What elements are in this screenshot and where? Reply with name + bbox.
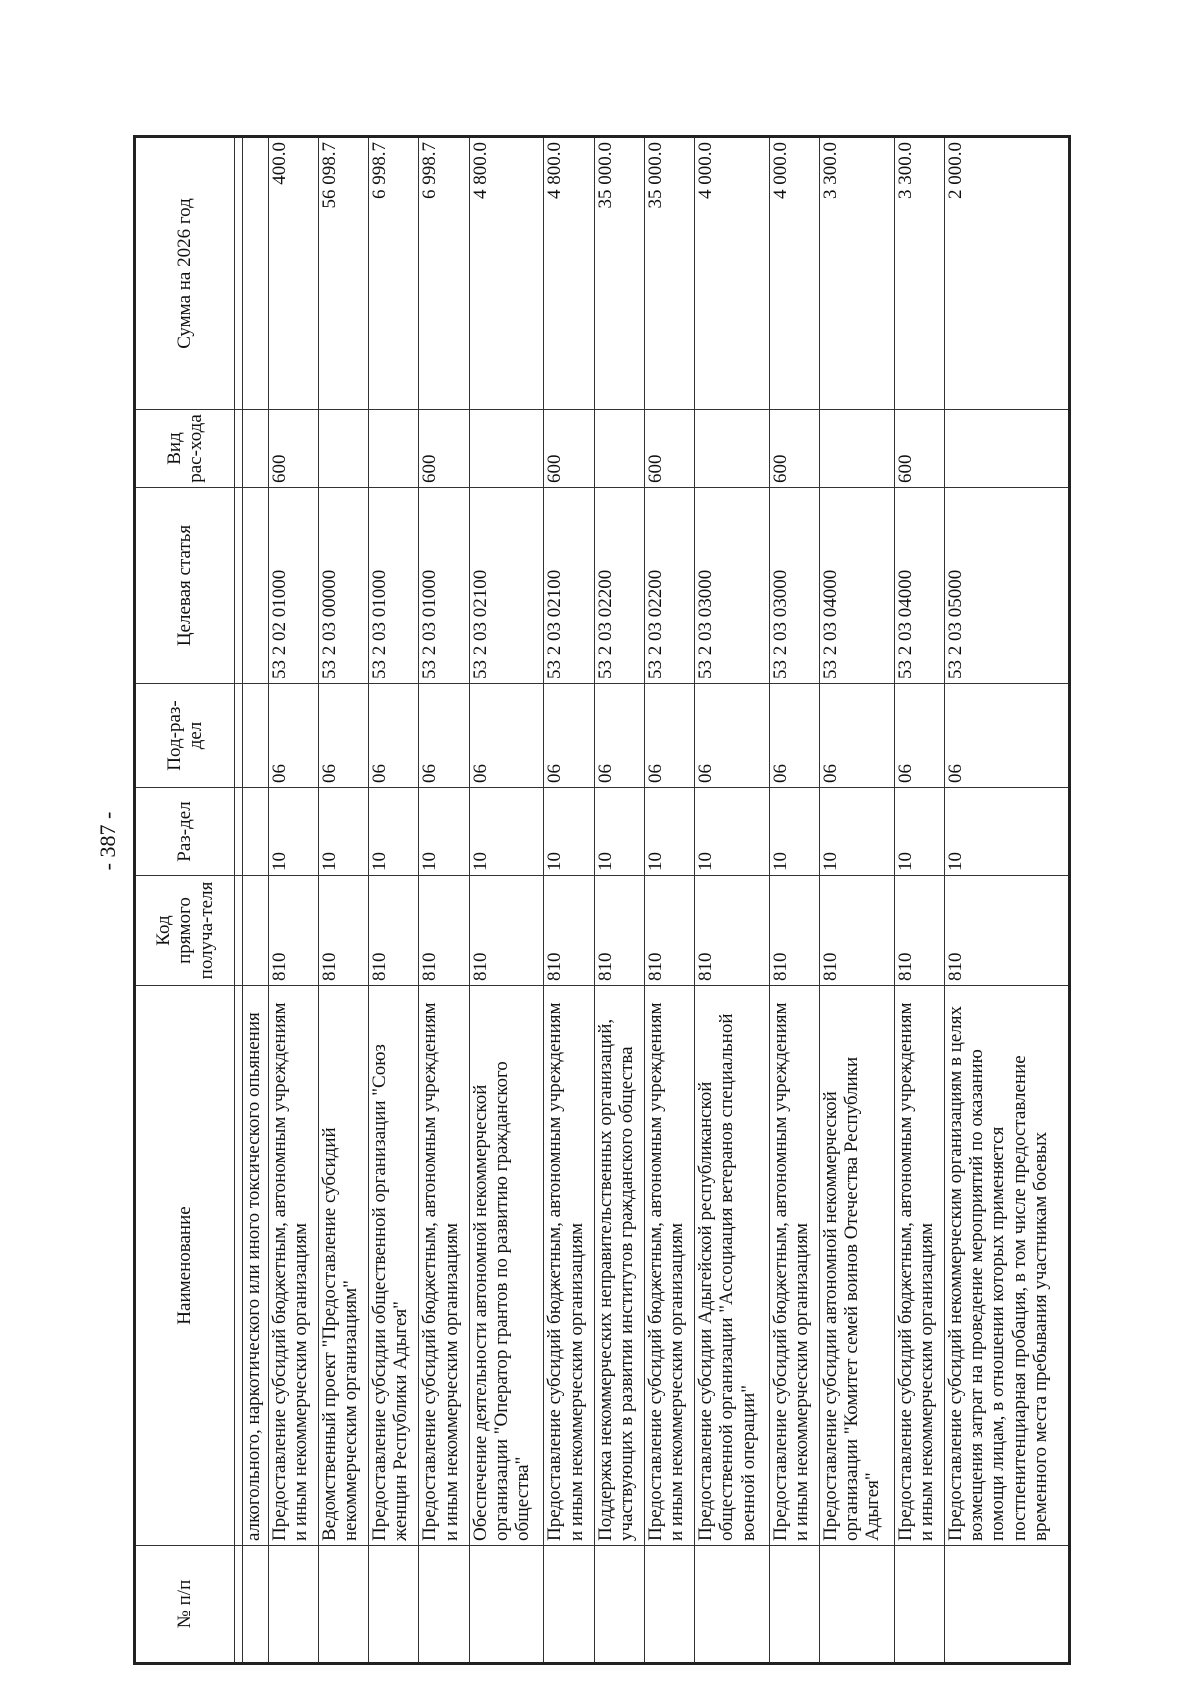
header-subsection: Под-раз-дел — [135, 684, 235, 788]
cell-name: Предоставление субсидий бюджетным, автономным учреждениям и иным некоммерческим организациям — [769, 986, 819, 1546]
cell-section: 10 — [469, 788, 544, 876]
cell-recipient: 810 — [369, 876, 419, 986]
cell-num — [318, 1546, 368, 1664]
table-row — [944, 137, 1069, 1664]
cell-recipient: 810 — [769, 876, 819, 986]
header-recipient: Код прямого получа-теля — [135, 876, 235, 986]
cell-target: 53 2 03 01000 — [419, 488, 469, 684]
table-header-row — [135, 137, 235, 1664]
cell-target — [243, 488, 269, 684]
cell-sum: 35 000.0 — [594, 137, 644, 410]
cell-num — [268, 1546, 318, 1664]
cell-section: 10 — [268, 788, 318, 876]
cell-section: 10 — [419, 788, 469, 876]
cell-expense — [944, 410, 1069, 488]
cell-sum — [243, 137, 269, 410]
cell-name: Предоставление субсидий бюджетным, автономным учреждениям и иным некоммерческим организациям — [544, 986, 594, 1546]
cell-expense — [318, 410, 368, 488]
cell-subsection: 06 — [894, 684, 944, 788]
cell-recipient — [243, 876, 269, 986]
budget-table — [133, 135, 1071, 1665]
cell-num — [594, 1546, 644, 1664]
cell-target: 53 2 03 04000 — [894, 488, 944, 684]
cell-num — [544, 1546, 594, 1664]
cell-name: Предоставление субсидии автономной некоммерческой организации "Комитет семей воинов Отечества Республики Адыгея" — [819, 986, 894, 1546]
cell-num — [419, 1546, 469, 1664]
table-row — [769, 137, 819, 1664]
cell-section: 10 — [544, 788, 594, 876]
cell-num — [694, 1546, 769, 1664]
cell-subsection: 06 — [644, 684, 694, 788]
cell-sum: 4 000.0 — [694, 137, 769, 410]
cell-target: 53 2 03 01000 — [369, 488, 419, 684]
cell-target: 53 2 03 02100 — [544, 488, 594, 684]
header-section: Раз-дел — [135, 788, 235, 876]
table-row — [594, 137, 644, 1664]
cell-recipient: 810 — [644, 876, 694, 986]
cell-expense: 600 — [544, 410, 594, 488]
cell-section: 10 — [894, 788, 944, 876]
cell-expense — [469, 410, 544, 488]
cell-subsection: 06 — [694, 684, 769, 788]
cell-subsection: 06 — [318, 684, 368, 788]
cell-expense: 600 — [644, 410, 694, 488]
cell-target: 53 2 03 03000 — [694, 488, 769, 684]
cell-recipient: 810 — [544, 876, 594, 986]
cell-num — [944, 1546, 1069, 1664]
cell-expense: 600 — [769, 410, 819, 488]
table-row — [318, 137, 368, 1664]
header-target: Целевая статья — [135, 488, 235, 684]
cell-expense — [819, 410, 894, 488]
cell-num — [243, 1546, 269, 1664]
header-expense: Вид рас-хода — [135, 410, 235, 488]
cell-subsection: 06 — [819, 684, 894, 788]
table-row — [268, 137, 318, 1664]
cell-sum: 56 098.7 — [318, 137, 368, 410]
cell-sum: 3 300.0 — [894, 137, 944, 410]
cell-section — [243, 788, 269, 876]
cell-section: 10 — [594, 788, 644, 876]
cell-sum: 4 800.0 — [469, 137, 544, 410]
cell-name: Предоставление субсидий некоммерческим организациям в целях возмещения затрат на проведение мероприятий по оказанию помощи лицам, в отношении которых применяется постпенитенциарная пробация, в том числе предоставление временного места пребывания участникам боевых — [944, 986, 1069, 1546]
cell-expense — [243, 410, 269, 488]
cell-name: Предоставление субсидий бюджетным, автономным учреждениям и иным некоммерческим организациям — [894, 986, 944, 1546]
header-name: Наименование — [135, 986, 235, 1546]
table-row — [894, 137, 944, 1664]
cell-expense: 600 — [268, 410, 318, 488]
cell-section: 10 — [819, 788, 894, 876]
table-row — [544, 137, 594, 1664]
table-row — [243, 137, 269, 1664]
cell-name: Предоставление субсидий бюджетным, автономным учреждениям и иным некоммерческим организациям — [268, 986, 318, 1546]
table-row — [694, 137, 769, 1664]
table-row — [419, 137, 469, 1664]
cell-target: 53 2 03 03000 — [769, 488, 819, 684]
cell-sum: 6 998.7 — [369, 137, 419, 410]
cell-expense: 600 — [894, 410, 944, 488]
table-row — [469, 137, 544, 1664]
cell-target: 53 2 03 04000 — [819, 488, 894, 684]
cell-sum: 400.0 — [268, 137, 318, 410]
cell-section: 10 — [694, 788, 769, 876]
cell-section: 10 — [769, 788, 819, 876]
cell-target: 53 2 03 02100 — [469, 488, 544, 684]
cell-section: 10 — [369, 788, 419, 876]
header-num: № п/п — [135, 1546, 235, 1664]
cell-subsection: 06 — [268, 684, 318, 788]
cell-sum: 6 998.7 — [419, 137, 469, 410]
cell-name: Предоставление субсидии Адыгейской республиканской общественной организации "Ассоциация ветеранов специальной военной операции" — [694, 986, 769, 1546]
cell-recipient: 810 — [268, 876, 318, 986]
table-row — [819, 137, 894, 1664]
cell-recipient: 810 — [944, 876, 1069, 986]
cell-name: Предоставление субсидий бюджетным, автономным учреждениям и иным некоммерческим организациям — [419, 986, 469, 1546]
cell-recipient: 810 — [419, 876, 469, 986]
cell-recipient: 810 — [694, 876, 769, 986]
cell-num — [819, 1546, 894, 1664]
cell-recipient: 810 — [894, 876, 944, 986]
cell-name: алкогольного, наркотического или иного токсического опьянения — [243, 986, 269, 1546]
cell-name: Обеспечение деятельности автономной некоммерческой организации "Оператор грантов по развитию гражданского общества" — [469, 986, 544, 1546]
spacer-row — [235, 137, 243, 1664]
cell-num — [369, 1546, 419, 1664]
cell-num — [469, 1546, 544, 1664]
cell-subsection: 06 — [769, 684, 819, 788]
table-row — [644, 137, 694, 1664]
header-sum: Сумма на 2026 год — [135, 137, 235, 410]
cell-section: 10 — [644, 788, 694, 876]
cell-sum: 35 000.0 — [644, 137, 694, 410]
cell-sum: 2 000.0 — [944, 137, 1069, 410]
cell-expense — [694, 410, 769, 488]
cell-sum: 4 000.0 — [769, 137, 819, 410]
cell-subsection: 06 — [944, 684, 1069, 788]
cell-name: Предоставление субсидий бюджетным, автономным учреждениям и иным некоммерческим организациям — [644, 986, 694, 1546]
cell-num — [894, 1546, 944, 1664]
cell-subsection: 06 — [594, 684, 644, 788]
cell-expense: 600 — [419, 410, 469, 488]
cell-num — [769, 1546, 819, 1664]
cell-name: Поддержка некоммерческих неправительственных организаций, участвующих в развитии институтов гражданского общества — [594, 986, 644, 1546]
cell-recipient: 810 — [594, 876, 644, 986]
cell-subsection: 06 — [369, 684, 419, 788]
rotated-page-content — [133, 138, 1071, 1665]
cell-subsection: 06 — [469, 684, 544, 788]
table-row — [369, 137, 419, 1664]
cell-expense — [594, 410, 644, 488]
cell-name: Ведомственный проект "Предоставление субсидий некоммерческим организациям" — [318, 986, 368, 1546]
cell-subsection: 06 — [544, 684, 594, 788]
cell-recipient: 810 — [819, 876, 894, 986]
cell-subsection: 06 — [419, 684, 469, 788]
cell-expense — [369, 410, 419, 488]
cell-num — [644, 1546, 694, 1664]
cell-subsection — [243, 684, 269, 788]
cell-target: 53 2 02 01000 — [268, 488, 318, 684]
cell-sum: 4 800.0 — [544, 137, 594, 410]
cell-recipient: 810 — [318, 876, 368, 986]
cell-target: 53 2 03 02200 — [594, 488, 644, 684]
cell-target: 53 2 03 02200 — [644, 488, 694, 684]
cell-target: 53 2 03 00000 — [318, 488, 368, 684]
cell-recipient: 810 — [469, 876, 544, 986]
page-number: - 387 - — [95, 811, 120, 871]
cell-section: 10 — [318, 788, 368, 876]
cell-section: 10 — [944, 788, 1069, 876]
cell-sum: 3 300.0 — [819, 137, 894, 410]
cell-target: 53 2 03 05000 — [944, 488, 1069, 684]
cell-name: Предоставление субсидии общественной организации "Союз женщин Республики Адыгея" — [369, 986, 419, 1546]
